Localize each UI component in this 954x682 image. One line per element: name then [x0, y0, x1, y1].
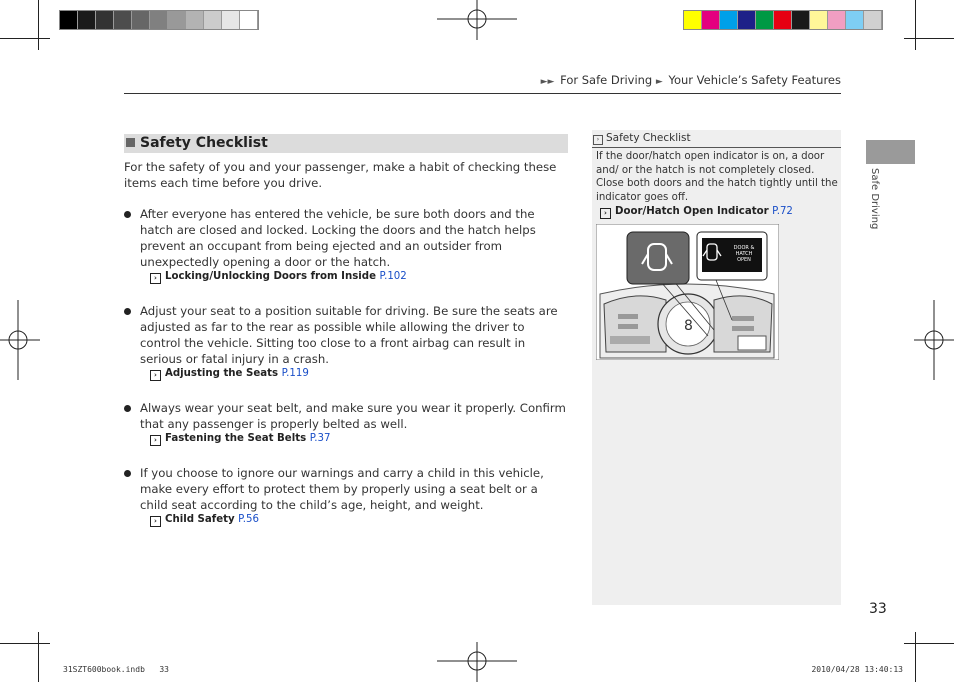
- section-tab-label: Safe Driving: [869, 168, 880, 230]
- color-swatch: [846, 11, 864, 29]
- registration-mark-icon: [0, 300, 40, 380]
- color-swatch: [828, 11, 846, 29]
- checklist-item-text: After everyone has entered the vehicle, be sure both doors and the hatch are closed and locked. Locking the doors and the hatch helps prevent an occupant from being ejected and an outsider from unexpectedly opening a door or the hatch.: [140, 207, 536, 269]
- color-swatch: [810, 11, 828, 29]
- gray-swatch: [222, 11, 240, 29]
- reference-page-link[interactable]: P.72: [772, 206, 793, 217]
- gray-swatch: [240, 11, 258, 29]
- reference-arrow-icon: ›: [150, 435, 161, 446]
- footer-filename: 31SZT600book.indb: [63, 665, 145, 674]
- crop-mark: [904, 643, 954, 644]
- reference-label: Fastening the Seat Belts: [165, 433, 307, 444]
- bullet-icon: [124, 211, 131, 218]
- reference-arrow-icon: ›: [150, 370, 161, 381]
- svg-text:8: 8: [684, 318, 693, 334]
- page-number: 33: [869, 601, 887, 617]
- color-swatch: [684, 11, 702, 29]
- color-swatch: [864, 11, 882, 29]
- registration-mark-icon: [437, 0, 517, 40]
- gray-swatch: [78, 11, 96, 29]
- crop-mark: [38, 632, 39, 682]
- breadcrumb-separator-icon: ►: [655, 77, 663, 87]
- checklist-item-text: Always wear your seat belt, and make sure you wear it properly. Confirm that any passenger is properly belted as well.: [140, 401, 566, 431]
- square-bullet-icon: [126, 138, 135, 147]
- cross-reference[interactable]: [140, 367, 568, 381]
- breadcrumb: [541, 73, 841, 87]
- color-swatch: [702, 11, 720, 29]
- crop-mark: [0, 38, 50, 39]
- registration-mark-icon: [914, 300, 954, 380]
- header-rule: [124, 93, 841, 94]
- color-swatch: [774, 11, 792, 29]
- gray-swatch: [96, 11, 114, 29]
- footer-timestamp: 2010/04/28 13:40:13: [811, 665, 903, 674]
- checklist-item-text: If you choose to ignore our warnings and carry a child in this vehicle, make every effort to protect them by properly using a seat belt or a child seat according to the child’s age, height, and weight.: [140, 466, 544, 512]
- footer-file: [63, 665, 169, 674]
- crop-mark: [0, 643, 50, 644]
- display-label-line1: DOOR &: [733, 245, 755, 251]
- reference-page-link[interactable]: P.56: [238, 514, 259, 525]
- side-note-title: [592, 132, 841, 148]
- checklist-item: [124, 465, 568, 527]
- reference-arrow-icon: ›: [150, 516, 161, 527]
- side-note-title-text: Safety Checklist: [606, 132, 691, 144]
- reference-page-link[interactable]: P.119: [281, 368, 309, 379]
- cross-reference[interactable]: [140, 513, 568, 527]
- gray-swatch: [60, 11, 78, 29]
- color-swatch: [738, 11, 756, 29]
- reference-label: Child Safety: [165, 514, 235, 525]
- section-title: Safety Checklist: [140, 135, 268, 151]
- gray-calibration-bar: [59, 10, 259, 30]
- intro-paragraph: For the safety of you and your passenger, make a habit of checking these items each time before you drive.: [124, 160, 557, 190]
- reference-page-link[interactable]: P.102: [379, 271, 407, 282]
- crop-mark: [904, 38, 954, 39]
- gray-swatch: [204, 11, 222, 29]
- side-note-body: [596, 150, 838, 219]
- bullet-icon: [124, 308, 131, 315]
- gray-swatch: [114, 11, 132, 29]
- color-swatch: [792, 11, 810, 29]
- color-swatch: [720, 11, 738, 29]
- color-calibration-bar: [683, 10, 883, 30]
- gray-swatch: [186, 11, 204, 29]
- main-content: [124, 159, 568, 527]
- gray-swatch: [132, 11, 150, 29]
- section-thumb-tab: [866, 140, 915, 164]
- bullet-icon: [124, 470, 131, 477]
- breadcrumb-parent[interactable]: For Safe Driving: [560, 73, 653, 87]
- crop-mark: [915, 0, 916, 50]
- side-note-text: If the door/hatch open indicator is on, a door and/ or the hatch is not completely closed. Close both doors and the hatch tightly until the indicator goes off.: [596, 151, 838, 203]
- registration-mark-icon: [437, 642, 517, 682]
- reference-page-link[interactable]: P.37: [309, 433, 331, 444]
- checklist-item-text: Adjust your seat to a position suitable for driving. Be sure the seats are adjusted as far to the rear as possible while allowing the driver to control the vehicle. Sitting too close to a front airbag can result in serious or fatal injury in a crash.: [140, 304, 558, 366]
- crop-mark: [915, 632, 916, 682]
- checklist-item: [124, 303, 568, 381]
- gray-swatch: [150, 11, 168, 29]
- reference-label: Adjusting the Seats: [165, 368, 279, 379]
- checklist-item: [124, 400, 568, 446]
- display-label-line3: OPEN: [737, 257, 751, 263]
- bullet-icon: [124, 405, 131, 412]
- breadcrumb-arrows-icon: ►►: [540, 77, 555, 87]
- cross-reference[interactable]: [596, 205, 838, 219]
- reference-arrow-icon: ›: [150, 273, 161, 284]
- gray-swatch: [168, 11, 186, 29]
- cross-reference[interactable]: [140, 270, 568, 284]
- reference-label: Locking/Unlocking Doors from Inside: [165, 271, 376, 282]
- note-marker-icon: ›: [593, 135, 603, 145]
- reference-label: Door/Hatch Open Indicator: [615, 206, 769, 217]
- instrument-panel-illustration: [596, 224, 779, 360]
- crop-mark: [38, 0, 39, 50]
- section-heading: [124, 134, 568, 153]
- display-label-line2: HATCH: [735, 251, 753, 257]
- color-swatch: [756, 11, 774, 29]
- breadcrumb-current: Your Vehicle’s Safety Features: [668, 73, 841, 87]
- cross-reference[interactable]: [140, 432, 568, 446]
- checklist-item: [124, 206, 568, 284]
- reference-arrow-icon: ›: [600, 208, 611, 219]
- footer-file-page: 33: [159, 665, 169, 674]
